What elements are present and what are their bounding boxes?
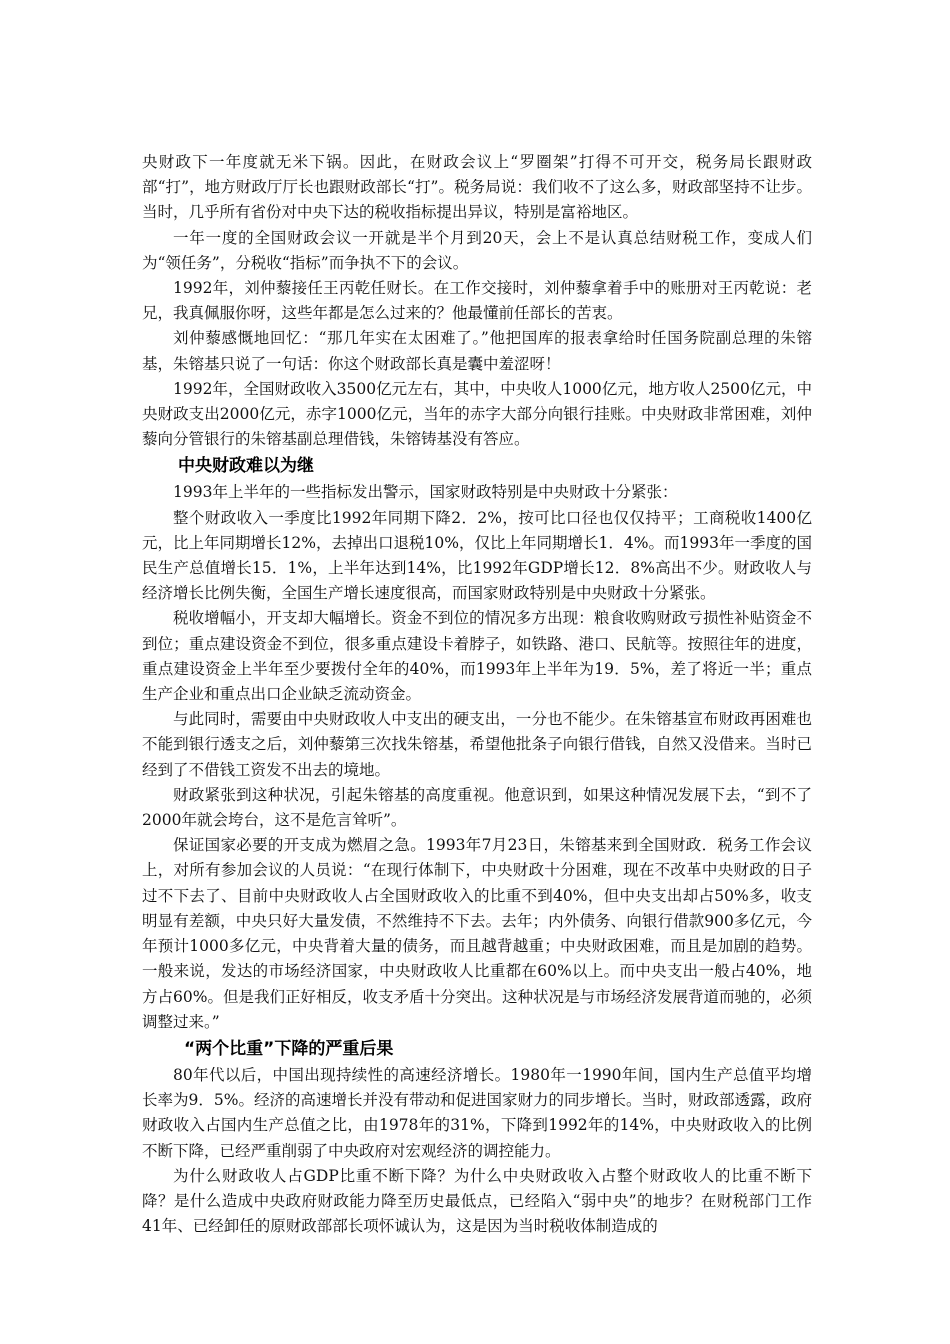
document-page bbox=[142, 150, 812, 1239]
paragraph: 1992年，全国财政收入3500亿元左右，其中，中央收人1000亿元，地方收人2500亿元，中央财政支出2000亿元，赤字1000亿元，当年的赤字大部分向银行挂账。中央财政非常困难，刘仲藜向分管银行的朱镕基副总理借钱，朱镕铸基没有答应。 bbox=[142, 379, 812, 449]
section-heading: 中央财政难以为继 bbox=[178, 456, 314, 477]
paragraph: 财政紧张到这种状况，引起朱镕基的高度重视。他意识到，如果这种情况发展下去，“到不了2000年就会垮台，这不是危言耸听”。 bbox=[142, 785, 812, 830]
paragraph: 80年代以后，中国出现持续性的高速经济增长。1980年一1990年间，国内生产总值平均增长率为9．5%。经济的高速增长并没有带动和促进国家财力的同步增长。当时，财政部透露，政府财政收入占国内生产总值之比，由1978年的31%，下降到1992年的14%，中央财政收入的比例不断下降，已经严重削弱了中央政府对宏观经济的调控能力。 bbox=[142, 1065, 812, 1160]
paragraph: 央财政下一年度就无米下锅。因此，在财政会议上“罗圈架”打得不可开交，税务局长跟财政部“打”，地方财政厅厅长也跟财政部长“打”。税务局说：我们收不了这么多，财政部坚持不让步。当时，几乎所有省份对中央下达的税收指标提出异议，特别是富裕地区。 bbox=[142, 153, 812, 222]
paragraph: 与此同时，需要由中央财政收人中支出的硬支出，一分也不能少。在朱镕基宣布财政再困难也不能到银行透支之后，刘仲藜第三次找朱镕基，希望他批条子向银行借钱，自然又没借来。当时已经到了不借钱工资发不出去的境地。 bbox=[142, 710, 812, 779]
paragraph: 刘仲藜感慨地回忆：“那几年实在太困难了。”他把国库的报表拿给时任国务院副总理的朱镕基，朱镕基只说了一句话：你这个财政部长真是囊中羞涩呀！ bbox=[142, 329, 812, 373]
paragraph: 税收增幅小，开支却大幅增长。资金不到位的情况多方出现：粮食收购财政亏损性补贴资金不到位；重点建设资金不到位，很多重点建设卡着脖子，如铁路、港口、民航等。按照往年的进度，重点建设资金上半年至少要拨付全年的40%，而1993年上半年为19．5%，差了将近一半；重点生产企业和重点出口企业缺乏流动资金。 bbox=[142, 609, 812, 704]
paragraph: 保证国家必要的开支成为燃眉之急。1993年7月23日，朱镕基来到全国财政．税务工作会议上，对所有参加会议的人员说：“在现行体制下，中央财政十分困难，现在不改革中央财政的日子过不下去了、目前中央财政收人占全国财政收入的比重不到40%，但中央支出却占50%多，收支明显有差额，中央只好大量发债，不然维持不下去。去年；内外债务、向银行借款900多亿元，今年预计1000多亿元，中央背着大量的债务，而且越背越重；中央财政困难，而且是加剧的趋势。一般来说，发达的市场经济国家，中央财政收人比重都在60%以上。而中央支出一般占40%，地方占60%。但是我们正好相反，收支矛盾十分突出。这种状况是与市场经济发展背道而驰的，必须调整过来。” bbox=[142, 836, 812, 1031]
paragraph: 一年一度的全国财政会议一开就是半个月到20天，会上不是认真总结财税工作，变成人们为“领任务”，分税收“指标”而争执不下的会议。 bbox=[142, 228, 812, 272]
paragraph: 为什么财政收人占GDP比重不断下降？为什么中央财政收入占整个财政收人的比重不断下降？是什么造成中央政府财政能力降至历史最低点，已经陷入“弱中央”的地步？在财税部门工作41年、已经卸任的原财政部部长项怀诚认为，这是因为当时税收体制造成的 bbox=[142, 1166, 812, 1236]
paragraph: 1992年，刘仲藜接任王丙乾任财长。在工作交接时，刘仲藜拿着手中的账册对王丙乾说：老兄，我真佩服你呀，这些年都是怎么过来的？他最懂前任部长的苦衷。 bbox=[142, 279, 812, 323]
paragraph: 1993年上半年的一些指标发出警示，国家财政特别是中央财政十分紧张： bbox=[173, 483, 678, 502]
paragraph: 整个财政收入一季度比1992年同期下降2．2%，按可比口径也仅仅持平；工商税收1400亿元，比上年同期增长12%，去掉出口退税10%，仅比上年同期增长1．4%。而1993年一季度的国民生产总值增长15．1%，上半年达到14%，比1992年GDP增长12．8%高出不少。财政收人与经济增长比例失衡，全国生产增长速度很高，而国家财政特别是中央财政十分紧张。 bbox=[142, 508, 812, 603]
section-heading: “两个比重”下降的严重后果 bbox=[184, 1038, 394, 1059]
